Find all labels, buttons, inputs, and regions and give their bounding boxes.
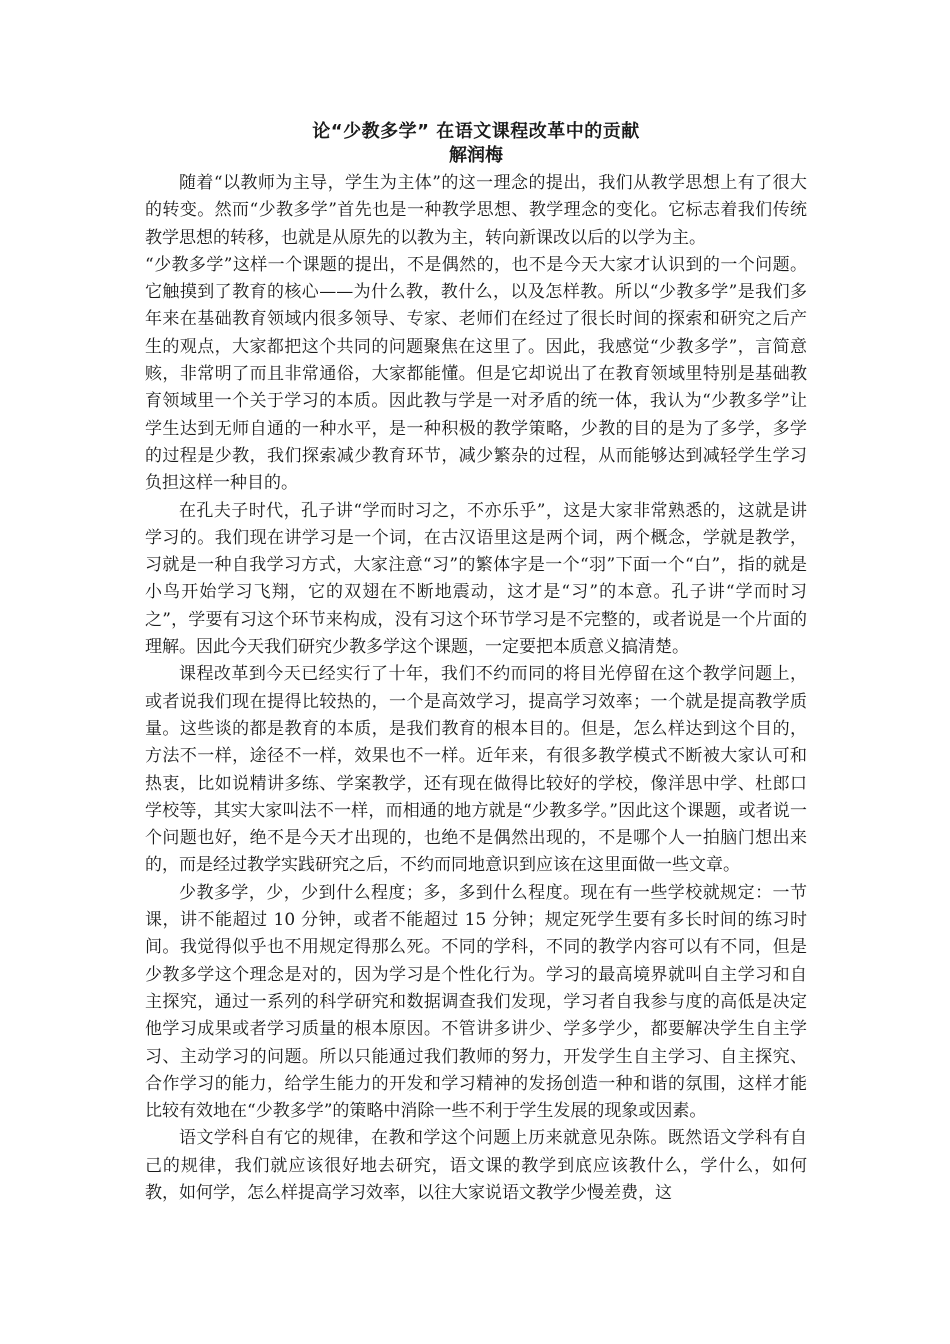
paragraph-3: 在孔夫子时代，孔子讲“学而时习之，不亦乐乎”，这是大家非常熟悉的，这就是讲学习的。我们现在讲学习是一个词，在古汉语里这是两个词，两个概念，学就是教学，习就是一种自我学习方式，大家注意“习”的繁体字是一个“羽”下面一个“白”，指的就是小鸟开始学习飞翔，它的双翅在不断地震动，这才是“习”的本意。孔子讲“学而时习之”，学要有习这个环节来构成，没有习这个环节学习是不完整的，或者说是一个片面的理解。因此今天我们研究少教多学这个课题，一定要把本质意义搞清楚。 <box>145 500 807 658</box>
paragraph-4: 课程改革到今天已经实行了十年，我们不约而同的将目光停留在这个教学问题上，或者说我们现在提得比较热的，一个是高效学习，提高学习效率；一个就是提高教学质量。这些谈的都是教育的本质，是我们教育的根本目的。但是，怎么样达到这个目的，方法不一样，途径不一样，效果也不一样。近年来，有很多教学模式不断被大家认可和热衷，比如说精讲多练、学案教学，还有现在做得比较好的学校，像洋思中学、杜郎口学校等，其实大家叫法不一样，而相通的地方就是“少教多学。”因此这个课题，或者说一个问题也好，绝不是今天才出现的，也绝不是偶然出现的，不是哪个人一拍脑门想出来的，而是经过教学实践研究之后，不约而同地意识到应该在这里面做一些文章。 <box>145 664 807 876</box>
document-author: 解润梅 <box>449 145 503 166</box>
paragraph-5: 少教多学，少，少到什么程度；多，多到什么程度。现在有一些学校就规定：一节课，讲不能超过 10 分钟，或者不能超过 15 分钟；规定死学生要有多长时间的练习时间。我觉得似乎也不用规定得那么死。不同的学科，不同的教学内容可以有不同，但是少教多学这个理念是对的，因为学习是个性化行为。学习的最高境界就叫自主学习和自主探究，通过一系列的科学研究和数据调查我们发现，学习者自我参与度的高低是决定他学习成果或者学习质量的根本原因。不管讲多讲少、学多学少，都要解决学生自主学习、主动学习的问题。所以只能通过我们教师的努力，开发学生自主学习、自主探究、合作学习的能力，给学生能力的开发和学习精神的发扬创造一种和谐的氛围，这样才能比较有效地在“少教多学”的策略中消除一些不利于学生发展的现象或因素。 <box>145 882 807 1122</box>
document-page <box>145 120 807 1207</box>
paragraph-1: 随着“以教师为主导，学生为主体”的这一理念的提出，我们从教学思想上有了很大的转变。然而“少教多学”首先也是一种教学思想、教学理念的变化。它标志着我们传统教学思想的转移，也就是从原先的以教为主，转向新课改以后的以学为主。 <box>145 173 807 248</box>
document-title: 论“少教多学” 在语文课程改革中的贡献 <box>312 121 640 142</box>
paragraph-6: 语文学科自有它的规律，在教和学这个问题上历来就意见杂陈。既然语文学科有自己的规律，我们就应该很好地去研究，语文课的教学到底应该教什么，学什么，如何教，如何学，怎么样提高学习效率，以往大家说语文教学少慢差费，这 <box>145 1128 807 1203</box>
paragraph-2: “少教多学”这样一个课题的提出，不是偶然的，也不是今天大家才认识到的一个问题。它触摸到了教育的核心——为什么教，教什么，以及怎样教。所以“少教多学”是我们多年来在基础教育领域内很多领导、专家、老师们在经过了很长时间的探索和研究之后产生的观点，大家都把这个共同的问题聚焦在这里了。因此，我感觉“少教多学”，言简意赅，非常明了而且非常通俗，大家都能懂。但是它却说出了在教育领域里特别是基础教育领域里一个关于学习的本质。因此教与学是一对矛盾的统一体，我认为“少教多学”让学生达到无师自通的一种水平，是一种积极的教学策略，少教的目的是为了多学，多学的过程是少教，我们探索减少教育环节，减少繁杂的过程，从而能够达到减轻学生学习负担这样一种目的。 <box>145 254 807 494</box>
